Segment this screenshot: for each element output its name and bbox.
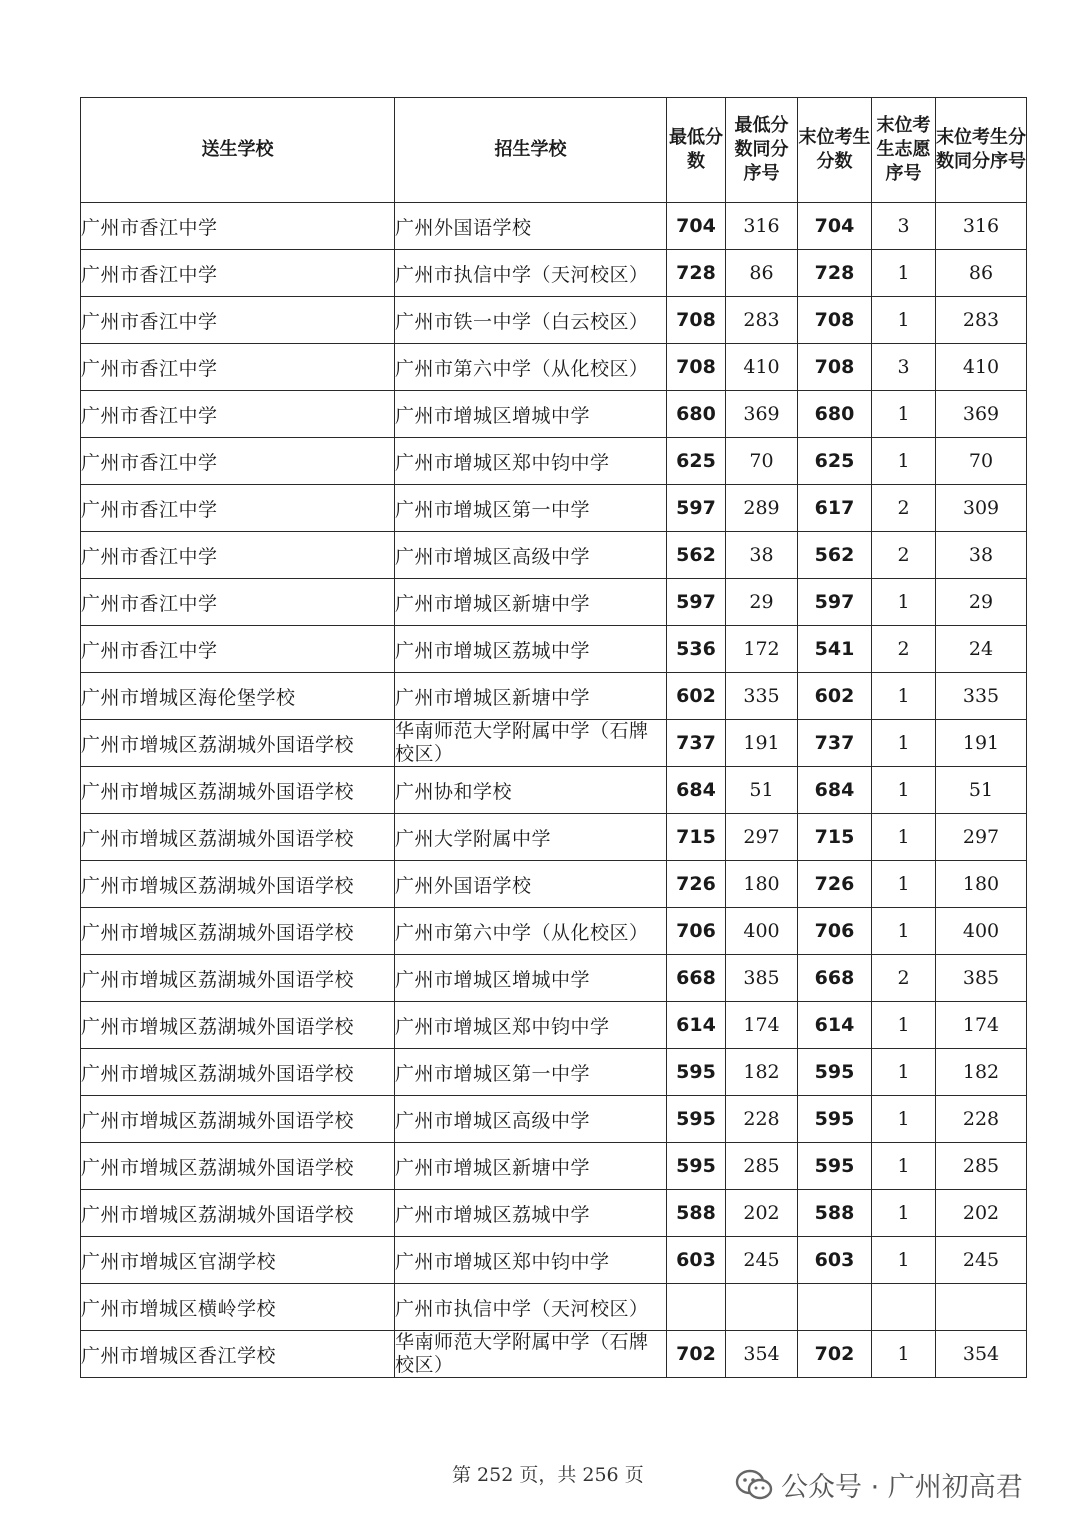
table-body bbox=[81, 203, 1027, 1378]
cell-admitting-school: 广州市第六中学（从化校区） bbox=[395, 908, 667, 955]
cell-last-score: 617 bbox=[798, 485, 872, 532]
cell-admitting-school: 广州市增城区增城中学 bbox=[395, 391, 667, 438]
cell-min-score: 625 bbox=[667, 438, 726, 485]
cell-last-score-tie-rank: 86 bbox=[936, 250, 1027, 297]
header-sending-school: 送生学校 bbox=[81, 98, 395, 203]
table-row bbox=[81, 1284, 1027, 1331]
table-row bbox=[81, 579, 1027, 626]
table-row bbox=[81, 908, 1027, 955]
cell-min-score: 715 bbox=[667, 814, 726, 861]
cell-min-score bbox=[667, 1284, 726, 1331]
cell-last-preference-rank: 1 bbox=[872, 814, 936, 861]
cell-sending-school: 广州市增城区横岭学校 bbox=[81, 1284, 395, 1331]
cell-last-score: 680 bbox=[798, 391, 872, 438]
cell-last-preference-rank: 2 bbox=[872, 532, 936, 579]
cell-sending-school: 广州市增城区荔湖城外国语学校 bbox=[81, 814, 395, 861]
cell-min-score: 603 bbox=[667, 1237, 726, 1284]
cell-last-score-tie-rank: 29 bbox=[936, 579, 1027, 626]
cell-admitting-school: 广州市执信中学（天河校区） bbox=[395, 1284, 667, 1331]
cell-admitting-school: 华南师范大学附属中学（石牌校区） bbox=[395, 1331, 667, 1378]
cell-admitting-school: 广州市增城区郑中钧中学 bbox=[395, 1002, 667, 1049]
table-row bbox=[81, 1002, 1027, 1049]
cell-last-score: 702 bbox=[798, 1331, 872, 1378]
cell-last-score-tie-rank: 335 bbox=[936, 673, 1027, 720]
cell-min-score-tie-rank: 335 bbox=[726, 673, 798, 720]
cell-sending-school: 广州市增城区官湖学校 bbox=[81, 1237, 395, 1284]
cell-last-score-tie-rank: 385 bbox=[936, 955, 1027, 1002]
cell-last-score bbox=[798, 1284, 872, 1331]
cell-sending-school: 广州市增城区荔湖城外国语学校 bbox=[81, 1143, 395, 1190]
wechat-watermark bbox=[735, 1465, 1023, 1504]
cell-min-score: 704 bbox=[667, 203, 726, 250]
table-row bbox=[81, 720, 1027, 767]
cell-min-score: 708 bbox=[667, 297, 726, 344]
cell-last-score: 602 bbox=[798, 673, 872, 720]
cell-admitting-school: 广州市增城区荔城中学 bbox=[395, 1190, 667, 1237]
cell-sending-school: 广州市香江中学 bbox=[81, 297, 395, 344]
cell-min-score: 536 bbox=[667, 626, 726, 673]
cell-min-score-tie-rank: 29 bbox=[726, 579, 798, 626]
cell-min-score-tie-rank bbox=[726, 1284, 798, 1331]
cell-min-score: 708 bbox=[667, 344, 726, 391]
cell-min-score-tie-rank: 180 bbox=[726, 861, 798, 908]
table-row bbox=[81, 297, 1027, 344]
cell-last-score: 541 bbox=[798, 626, 872, 673]
cell-admitting-school: 广州市增城区第一中学 bbox=[395, 1049, 667, 1096]
header-min-score-tie-rank: 最低分数同分序号 bbox=[726, 98, 798, 203]
cell-admitting-school: 广州市增城区高级中学 bbox=[395, 532, 667, 579]
cell-last-score-tie-rank: 174 bbox=[936, 1002, 1027, 1049]
cell-min-score: 595 bbox=[667, 1049, 726, 1096]
header-last-score: 末位考生分数 bbox=[798, 98, 872, 203]
cell-last-score-tie-rank: 24 bbox=[936, 626, 1027, 673]
cell-min-score-tie-rank: 297 bbox=[726, 814, 798, 861]
cell-last-preference-rank: 1 bbox=[872, 1331, 936, 1378]
header-last-preference-rank: 末位考生志愿序号 bbox=[872, 98, 936, 203]
cell-min-score: 562 bbox=[667, 532, 726, 579]
cell-sending-school: 广州市香江中学 bbox=[81, 250, 395, 297]
cell-last-score-tie-rank: 51 bbox=[936, 767, 1027, 814]
table-row bbox=[81, 626, 1027, 673]
cell-min-score: 597 bbox=[667, 485, 726, 532]
cell-min-score-tie-rank: 70 bbox=[726, 438, 798, 485]
cell-min-score-tie-rank: 174 bbox=[726, 1002, 798, 1049]
cell-min-score-tie-rank: 354 bbox=[726, 1331, 798, 1378]
cell-min-score-tie-rank: 316 bbox=[726, 203, 798, 250]
cell-last-score: 726 bbox=[798, 861, 872, 908]
cell-last-score: 728 bbox=[798, 250, 872, 297]
cell-last-preference-rank: 1 bbox=[872, 1237, 936, 1284]
cell-admitting-school: 广州市增城区新塘中学 bbox=[395, 1143, 667, 1190]
cell-last-score-tie-rank: 316 bbox=[936, 203, 1027, 250]
cell-last-score: 668 bbox=[798, 955, 872, 1002]
cell-last-preference-rank: 1 bbox=[872, 767, 936, 814]
cell-last-score: 684 bbox=[798, 767, 872, 814]
cell-last-score-tie-rank: 182 bbox=[936, 1049, 1027, 1096]
cell-min-score: 684 bbox=[667, 767, 726, 814]
cell-admitting-school: 华南师范大学附属中学（石牌校区） bbox=[395, 720, 667, 767]
cell-sending-school: 广州市香江中学 bbox=[81, 626, 395, 673]
cell-last-score-tie-rank: 285 bbox=[936, 1143, 1027, 1190]
cell-min-score-tie-rank: 369 bbox=[726, 391, 798, 438]
cell-min-score: 680 bbox=[667, 391, 726, 438]
admission-score-table bbox=[80, 97, 1027, 1378]
wechat-icon bbox=[735, 1469, 773, 1501]
cell-sending-school: 广州市香江中学 bbox=[81, 438, 395, 485]
cell-min-score-tie-rank: 410 bbox=[726, 344, 798, 391]
cell-admitting-school: 广州市第六中学（从化校区） bbox=[395, 344, 667, 391]
cell-min-score: 602 bbox=[667, 673, 726, 720]
cell-sending-school: 广州市香江中学 bbox=[81, 203, 395, 250]
cell-last-score-tie-rank: 283 bbox=[936, 297, 1027, 344]
cell-admitting-school: 广州外国语学校 bbox=[395, 203, 667, 250]
cell-admitting-school: 广州市增城区第一中学 bbox=[395, 485, 667, 532]
cell-sending-school: 广州市香江中学 bbox=[81, 579, 395, 626]
cell-last-score-tie-rank: 180 bbox=[936, 861, 1027, 908]
cell-admitting-school: 广州协和学校 bbox=[395, 767, 667, 814]
table-row bbox=[81, 250, 1027, 297]
cell-admitting-school: 广州市铁一中学（白云校区） bbox=[395, 297, 667, 344]
cell-last-preference-rank: 3 bbox=[872, 203, 936, 250]
cell-min-score-tie-rank: 202 bbox=[726, 1190, 798, 1237]
cell-admitting-school: 广州大学附属中学 bbox=[395, 814, 667, 861]
cell-sending-school: 广州市增城区荔湖城外国语学校 bbox=[81, 1096, 395, 1143]
cell-last-preference-rank: 1 bbox=[872, 1049, 936, 1096]
cell-sending-school: 广州市香江中学 bbox=[81, 344, 395, 391]
cell-min-score: 595 bbox=[667, 1143, 726, 1190]
cell-last-score: 588 bbox=[798, 1190, 872, 1237]
cell-min-score-tie-rank: 285 bbox=[726, 1143, 798, 1190]
header-min-score: 最低分数 bbox=[667, 98, 726, 203]
page-number: 第 252 页，共 256 页 bbox=[452, 1464, 644, 1486]
cell-last-preference-rank: 1 bbox=[872, 1190, 936, 1237]
cell-min-score-tie-rank: 172 bbox=[726, 626, 798, 673]
cell-min-score-tie-rank: 51 bbox=[726, 767, 798, 814]
cell-sending-school: 广州市增城区荔湖城外国语学校 bbox=[81, 720, 395, 767]
table-header-row bbox=[81, 98, 1027, 203]
table-row bbox=[81, 673, 1027, 720]
cell-last-preference-rank: 3 bbox=[872, 344, 936, 391]
cell-min-score: 728 bbox=[667, 250, 726, 297]
cell-last-score: 595 bbox=[798, 1049, 872, 1096]
cell-min-score-tie-rank: 400 bbox=[726, 908, 798, 955]
cell-last-preference-rank bbox=[872, 1284, 936, 1331]
cell-last-score: 708 bbox=[798, 344, 872, 391]
cell-min-score-tie-rank: 245 bbox=[726, 1237, 798, 1284]
cell-min-score: 706 bbox=[667, 908, 726, 955]
cell-last-preference-rank: 1 bbox=[872, 720, 936, 767]
cell-last-score-tie-rank: 245 bbox=[936, 1237, 1027, 1284]
cell-admitting-school: 广州市增城区新塘中学 bbox=[395, 579, 667, 626]
cell-admitting-school: 广州市增城区增城中学 bbox=[395, 955, 667, 1002]
cell-sending-school: 广州市增城区荔湖城外国语学校 bbox=[81, 908, 395, 955]
header-last-score-tie-rank: 末位考生分数同分序号 bbox=[936, 98, 1027, 203]
table-row bbox=[81, 438, 1027, 485]
table-row bbox=[81, 203, 1027, 250]
cell-sending-school: 广州市增城区荔湖城外国语学校 bbox=[81, 1002, 395, 1049]
cell-sending-school: 广州市增城区荔湖城外国语学校 bbox=[81, 1190, 395, 1237]
cell-min-score: 595 bbox=[667, 1096, 726, 1143]
cell-last-score-tie-rank: 354 bbox=[936, 1331, 1027, 1378]
table-row bbox=[81, 767, 1027, 814]
cell-last-score: 595 bbox=[798, 1096, 872, 1143]
cell-last-preference-rank: 2 bbox=[872, 955, 936, 1002]
cell-last-score: 595 bbox=[798, 1143, 872, 1190]
cell-last-score: 715 bbox=[798, 814, 872, 861]
table-row bbox=[81, 955, 1027, 1002]
table-row bbox=[81, 1049, 1027, 1096]
table-row bbox=[81, 1096, 1027, 1143]
cell-sending-school: 广州市香江中学 bbox=[81, 532, 395, 579]
cell-admitting-school: 广州外国语学校 bbox=[395, 861, 667, 908]
cell-last-score-tie-rank: 191 bbox=[936, 720, 1027, 767]
cell-last-score: 625 bbox=[798, 438, 872, 485]
table-row bbox=[81, 861, 1027, 908]
cell-sending-school: 广州市增城区荔湖城外国语学校 bbox=[81, 1049, 395, 1096]
cell-last-score-tie-rank: 202 bbox=[936, 1190, 1027, 1237]
cell-last-score: 597 bbox=[798, 579, 872, 626]
cell-sending-school: 广州市增城区海伦堡学校 bbox=[81, 673, 395, 720]
cell-min-score-tie-rank: 289 bbox=[726, 485, 798, 532]
cell-sending-school: 广州市香江中学 bbox=[81, 485, 395, 532]
cell-last-score-tie-rank: 369 bbox=[936, 391, 1027, 438]
cell-last-score-tie-rank: 309 bbox=[936, 485, 1027, 532]
watermark-text: 公众号 · 广州初高君 bbox=[781, 1472, 1023, 1503]
cell-last-score: 562 bbox=[798, 532, 872, 579]
table-row bbox=[81, 391, 1027, 438]
cell-sending-school: 广州市增城区荔湖城外国语学校 bbox=[81, 767, 395, 814]
cell-last-preference-rank: 1 bbox=[872, 908, 936, 955]
cell-min-score-tie-rank: 191 bbox=[726, 720, 798, 767]
cell-last-preference-rank: 1 bbox=[872, 861, 936, 908]
cell-admitting-school: 广州市执信中学（天河校区） bbox=[395, 250, 667, 297]
cell-last-score: 614 bbox=[798, 1002, 872, 1049]
cell-sending-school: 广州市香江中学 bbox=[81, 391, 395, 438]
table-row bbox=[81, 485, 1027, 532]
cell-last-score: 737 bbox=[798, 720, 872, 767]
cell-last-preference-rank: 1 bbox=[872, 438, 936, 485]
cell-sending-school: 广州市增城区香江学校 bbox=[81, 1331, 395, 1378]
cell-last-score-tie-rank bbox=[936, 1284, 1027, 1331]
cell-last-score-tie-rank: 410 bbox=[936, 344, 1027, 391]
cell-last-preference-rank: 2 bbox=[872, 485, 936, 532]
cell-sending-school: 广州市增城区荔湖城外国语学校 bbox=[81, 861, 395, 908]
table-row bbox=[81, 1331, 1027, 1378]
cell-admitting-school: 广州市增城区郑中钧中学 bbox=[395, 438, 667, 485]
cell-last-preference-rank: 1 bbox=[872, 673, 936, 720]
cell-min-score: 668 bbox=[667, 955, 726, 1002]
cell-min-score-tie-rank: 228 bbox=[726, 1096, 798, 1143]
cell-min-score: 702 bbox=[667, 1331, 726, 1378]
cell-min-score: 588 bbox=[667, 1190, 726, 1237]
table-row bbox=[81, 344, 1027, 391]
cell-last-score: 708 bbox=[798, 297, 872, 344]
cell-last-preference-rank: 1 bbox=[872, 1002, 936, 1049]
cell-min-score-tie-rank: 86 bbox=[726, 250, 798, 297]
header-admitting-school: 招生学校 bbox=[395, 98, 667, 203]
cell-min-score-tie-rank: 283 bbox=[726, 297, 798, 344]
cell-min-score: 597 bbox=[667, 579, 726, 626]
cell-min-score: 737 bbox=[667, 720, 726, 767]
table-row bbox=[81, 1143, 1027, 1190]
table-row bbox=[81, 532, 1027, 579]
cell-last-score-tie-rank: 228 bbox=[936, 1096, 1027, 1143]
cell-last-preference-rank: 1 bbox=[872, 1143, 936, 1190]
cell-last-score-tie-rank: 38 bbox=[936, 532, 1027, 579]
cell-last-preference-rank: 1 bbox=[872, 250, 936, 297]
cell-last-score: 603 bbox=[798, 1237, 872, 1284]
table-row bbox=[81, 1190, 1027, 1237]
cell-last-score-tie-rank: 70 bbox=[936, 438, 1027, 485]
cell-min-score-tie-rank: 385 bbox=[726, 955, 798, 1002]
cell-last-preference-rank: 1 bbox=[872, 1096, 936, 1143]
cell-last-score-tie-rank: 297 bbox=[936, 814, 1027, 861]
cell-last-score: 704 bbox=[798, 203, 872, 250]
cell-admitting-school: 广州市增城区荔城中学 bbox=[395, 626, 667, 673]
cell-min-score-tie-rank: 182 bbox=[726, 1049, 798, 1096]
cell-last-score: 706 bbox=[798, 908, 872, 955]
cell-admitting-school: 广州市增城区郑中钧中学 bbox=[395, 1237, 667, 1284]
cell-last-preference-rank: 1 bbox=[872, 391, 936, 438]
cell-last-preference-rank: 1 bbox=[872, 579, 936, 626]
cell-min-score: 726 bbox=[667, 861, 726, 908]
cell-min-score: 614 bbox=[667, 1002, 726, 1049]
table-row bbox=[81, 1237, 1027, 1284]
cell-last-preference-rank: 2 bbox=[872, 626, 936, 673]
cell-admitting-school: 广州市增城区新塘中学 bbox=[395, 673, 667, 720]
cell-last-preference-rank: 1 bbox=[872, 297, 936, 344]
cell-min-score-tie-rank: 38 bbox=[726, 532, 798, 579]
cell-sending-school: 广州市增城区荔湖城外国语学校 bbox=[81, 955, 395, 1002]
cell-last-score-tie-rank: 400 bbox=[936, 908, 1027, 955]
table-row bbox=[81, 814, 1027, 861]
cell-admitting-school: 广州市增城区高级中学 bbox=[395, 1096, 667, 1143]
